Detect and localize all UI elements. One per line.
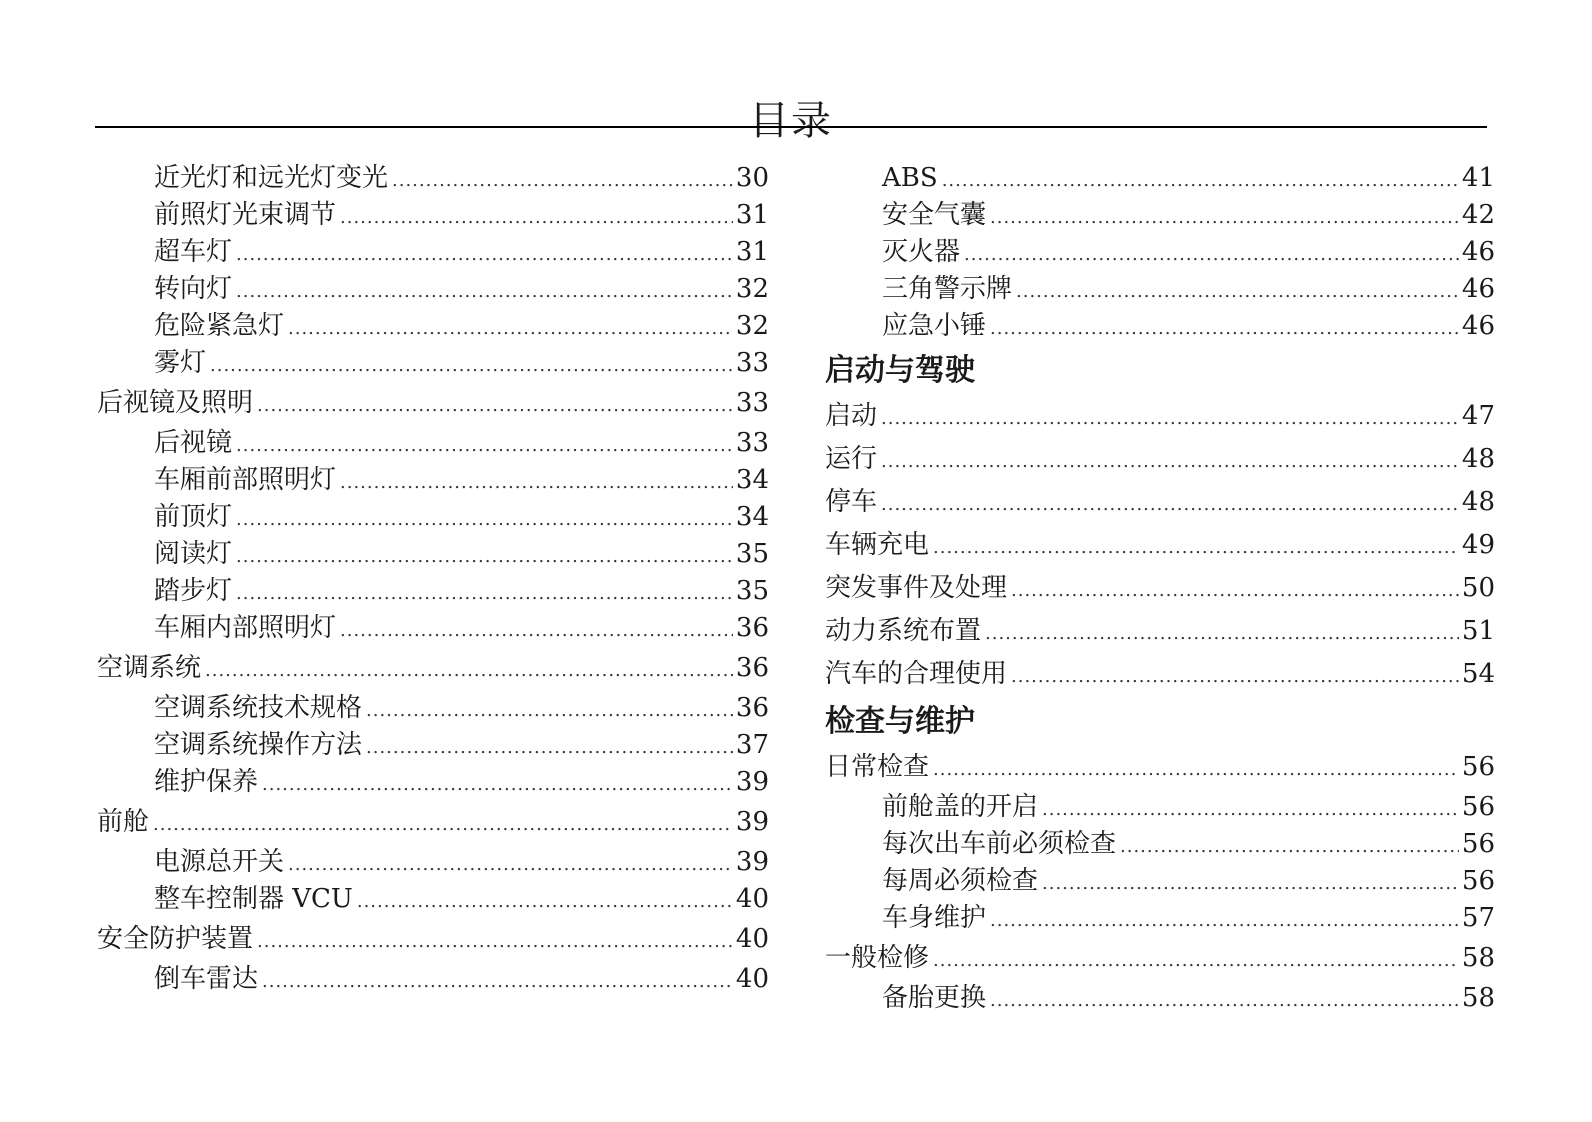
toc-dot-leader [236,501,733,536]
toc-subentry[interactable] [97,690,769,727]
toc-entry-title: 安全防护装置 [97,924,254,954]
toc-page-number: 36 [735,693,769,723]
toc-entry-title: 转向灯 [154,274,233,304]
toc-chapter-entry[interactable] [97,801,769,844]
toc-entry-title: 后视镜及照明 [97,388,254,418]
toc-chapter-entry[interactable] [825,567,1495,610]
toc-subentry[interactable] [97,160,769,197]
toc-page-number: 48 [1461,487,1495,517]
toc-dot-leader [1011,569,1459,610]
toc-entry-title: 汽车的合理使用 [825,659,1008,689]
toc-entry-title: 一般检修 [825,943,930,973]
toc-section-heading: 检查与维护 [825,704,975,739]
toc-entry-title: 停车 [825,487,878,517]
toc-chapter-entry[interactable] [97,382,769,425]
toc-dot-leader [257,384,733,425]
toc-page-number: 36 [735,613,769,643]
toc-subentry[interactable] [97,271,769,308]
toc-page-number: 50 [1461,573,1495,603]
toc-page-number: 46 [1461,274,1495,304]
toc-page-number: 58 [1461,983,1495,1013]
toc-page-number: 57 [1461,903,1495,933]
toc-dot-leader [262,963,733,998]
toc-dot-leader [933,748,1459,789]
toc-dot-leader [933,939,1459,980]
toc-entry-title: 车身维护 [882,903,987,933]
toc-dot-leader [392,162,733,197]
toc-dot-leader [236,273,733,308]
toc-dot-leader [210,347,733,382]
toc-dot-leader [990,310,1459,345]
page-title: 目录 [749,97,833,144]
toc-dot-leader [990,199,1459,234]
toc-entry-title: 三角警示牌 [882,274,1013,304]
toc-entry-title: 应急小锤 [882,311,987,341]
toc-entry-title: 运行 [825,444,878,474]
toc-chapter-entry[interactable] [825,653,1495,696]
toc-dot-leader [236,575,733,610]
toc-dot-leader [357,883,733,918]
toc-subentry[interactable] [97,881,769,918]
toc-page-number: 36 [735,653,769,683]
toc-entry-title: 日常检查 [825,752,930,782]
toc-subentry[interactable] [97,573,769,610]
toc-subentry[interactable] [97,536,769,573]
toc-entry-title: 雾灯 [154,348,207,378]
toc-dot-leader [964,236,1459,271]
toc-dot-leader [205,649,733,690]
toc-chapter-entry[interactable] [825,524,1495,567]
toc-page-number: 40 [735,884,769,914]
toc-page-number: 39 [735,767,769,797]
toc-subentry[interactable] [825,308,1495,345]
toc-page-number: 54 [1461,659,1495,689]
toc-page-number: 31 [735,200,769,230]
toc-entry-title: 空调系统技术规格 [154,693,363,723]
toc-right-column [825,160,1495,1017]
toc-entry-title: 突发事件及处理 [825,573,1008,603]
toc-entry-title: 车辆充电 [825,530,930,560]
toc-entry-title: 电源总开关 [154,847,285,877]
toc-entry-title: 空调系统 [97,653,202,683]
toc-dot-leader [990,982,1459,1017]
toc-subentry[interactable] [97,197,769,234]
toc-page-number: 34 [735,465,769,495]
toc-page-number: 35 [735,576,769,606]
toc-page-number: 56 [1461,752,1495,782]
toc-entry-title: 灭火器 [882,237,961,267]
toc-dot-leader [153,803,733,844]
toc-chapter-entry[interactable] [825,937,1495,980]
toc-page-number: 34 [735,502,769,532]
toc-chapter-entry[interactable] [825,395,1495,438]
toc-page-number: 32 [735,311,769,341]
toc-subentry[interactable] [825,826,1495,863]
toc-entry-title: 后视镜 [154,428,233,458]
toc-dot-leader [1016,273,1459,308]
toc-entry-title: 前照灯光束调节 [154,200,337,230]
toc-page-number: 56 [1461,792,1495,822]
toc-dot-leader [288,846,733,881]
toc-dot-leader [1042,791,1459,826]
toc-page-number: 37 [735,730,769,760]
toc-entry-title: 踏步灯 [154,576,233,606]
toc-page-number: 42 [1461,200,1495,230]
toc-chapter-entry[interactable] [825,610,1495,653]
toc-subentry[interactable] [825,980,1495,1017]
toc-page-number: 31 [735,237,769,267]
toc-page-number: 32 [735,274,769,304]
toc-section-heading: 启动与驾驶 [825,353,975,388]
toc-dot-leader [366,692,733,727]
toc-page-number: 41 [1461,163,1495,193]
toc-page-number: 35 [735,539,769,569]
toc-dot-leader [1011,655,1459,696]
toc-subentry[interactable] [97,764,769,801]
toc-dot-leader [881,440,1459,481]
toc-subentry[interactable] [825,234,1495,271]
toc-subentry[interactable] [97,961,769,998]
toc-dot-leader [262,766,733,801]
toc-page-number: 56 [1461,829,1495,859]
toc-page-number: 33 [735,428,769,458]
toc-entry-title: 空调系统操作方法 [154,730,363,760]
toc-dot-leader [340,612,733,647]
toc-dot-leader [340,464,733,499]
toc-entry-title: 每次出车前必须检查 [882,829,1117,859]
toc-entry-title: 整车控制器 VCU [154,884,353,914]
toc-dot-leader [340,199,733,234]
toc-dot-leader [942,162,1459,197]
toc-page-number: 46 [1461,311,1495,341]
toc-dot-leader [881,397,1459,438]
toc-dot-leader [1042,865,1459,900]
toc-dot-leader [236,236,733,271]
toc-entry-title: 备胎更换 [882,983,987,1013]
toc-dot-leader [985,612,1459,653]
toc-left-column [97,160,769,998]
toc-dot-leader [236,538,733,573]
toc-entry-title: 启动 [825,401,878,431]
toc-page-number: 33 [735,348,769,378]
toc-entry-title: 危险紧急灯 [154,311,285,341]
toc-entry-title: 倒车雷达 [154,964,259,994]
toc-page-number: 39 [735,807,769,837]
toc-subentry[interactable] [97,234,769,271]
toc-entry-title: 维护保养 [154,767,259,797]
toc-entry-title: 车厢内部照明灯 [154,613,337,643]
toc-subentry[interactable] [97,308,769,345]
toc-dot-leader [257,920,733,961]
toc-page-number: 33 [735,388,769,418]
toc-entry-title: 前舱 [97,807,150,837]
toc-dot-leader [881,483,1459,524]
toc-chapter-entry[interactable] [825,746,1495,789]
toc-subentry[interactable] [825,271,1495,308]
toc-dot-leader [366,729,733,764]
title-divider [95,126,1487,128]
toc-subentry[interactable] [825,863,1495,900]
toc-entry-title: 前顶灯 [154,502,233,532]
toc-entry-title: ABS [882,163,938,193]
toc-subentry[interactable] [825,160,1495,197]
toc-entry-title: 安全气囊 [882,200,987,230]
toc-dot-leader [990,902,1459,937]
toc-subentry[interactable] [97,425,769,462]
toc-dot-leader [1120,828,1459,863]
toc-entry-title: 车厢前部照明灯 [154,465,337,495]
toc-subentry[interactable] [97,499,769,536]
toc-page-number: 30 [735,163,769,193]
toc-subentry[interactable] [825,900,1495,937]
toc-page-number: 48 [1461,444,1495,474]
toc-entry-title: 近光灯和远光灯变光 [154,163,389,193]
toc-page-number: 47 [1461,401,1495,431]
toc-page-number: 40 [735,924,769,954]
toc-chapter-entry[interactable] [825,481,1495,524]
toc-page-number: 46 [1461,237,1495,267]
toc-subentry[interactable] [825,197,1495,234]
toc-page-number: 56 [1461,866,1495,896]
toc-subentry[interactable] [97,345,769,382]
toc-page-number: 39 [735,847,769,877]
toc-chapter-entry[interactable] [97,918,769,961]
toc-entry-title: 动力系统布置 [825,616,982,646]
toc-dot-leader [933,526,1459,567]
toc-subentry[interactable] [825,789,1495,826]
toc-subentry[interactable] [97,462,769,499]
toc-entry-title: 阅读灯 [154,539,233,569]
toc-subentry[interactable] [97,727,769,764]
toc-entry-title: 每周必须检查 [882,866,1039,896]
toc-chapter-entry[interactable] [97,647,769,690]
toc-dot-leader [288,310,733,345]
toc-chapter-entry[interactable] [825,438,1495,481]
toc-page-number: 40 [735,964,769,994]
toc-subentry[interactable] [97,610,769,647]
toc-page-number: 58 [1461,943,1495,973]
toc-dot-leader [236,427,733,462]
toc-subentry[interactable] [97,844,769,881]
toc-entry-title: 超车灯 [154,237,233,267]
toc-entry-title: 前舱盖的开启 [882,792,1039,822]
toc-page-number: 49 [1461,530,1495,560]
toc-page-number: 51 [1461,616,1495,646]
